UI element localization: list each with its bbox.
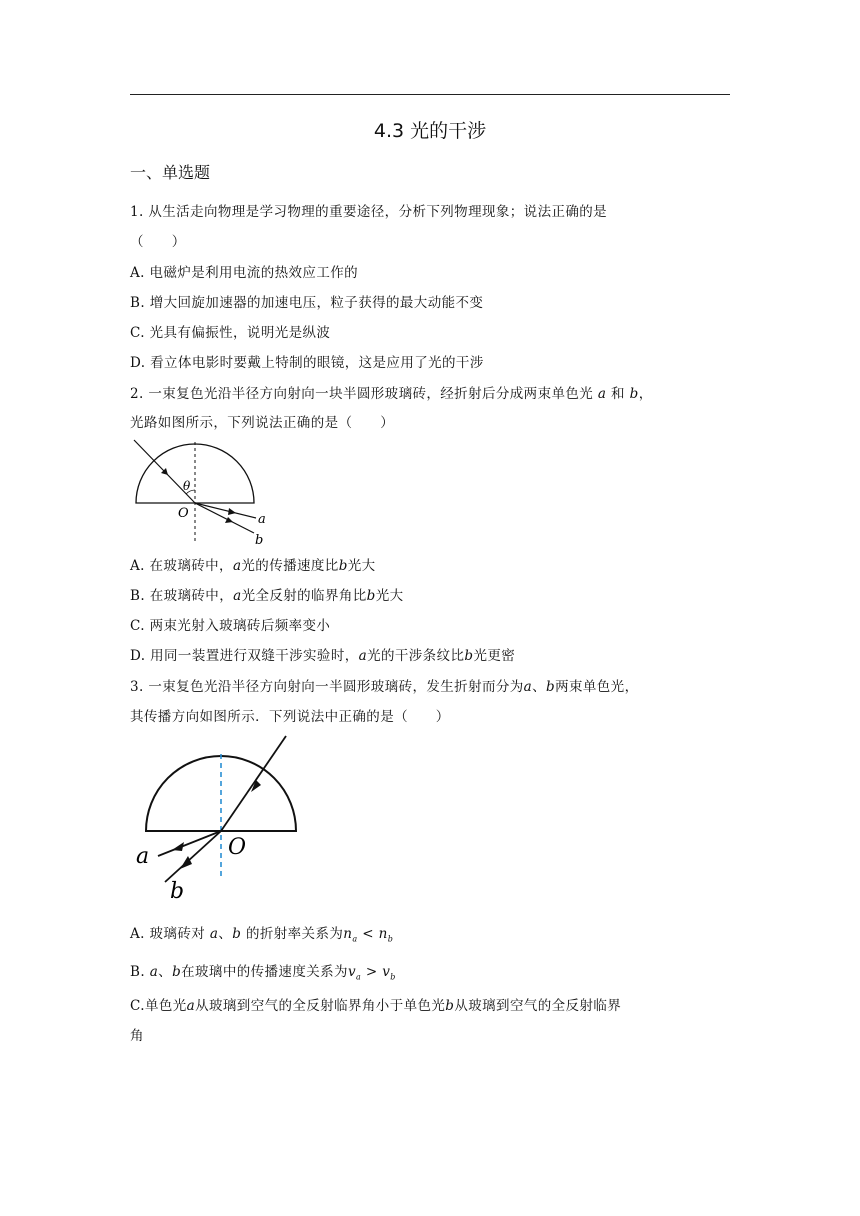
q2-b-pre: B. 在玻璃砖中， (130, 588, 234, 604)
q2-stem-and: 和 (611, 386, 625, 402)
q3-option-c-line2: 角 (130, 1028, 144, 1044)
q3-b-v1: v (347, 964, 356, 980)
q2-b-post: 光大 (375, 588, 404, 604)
header-rule (130, 94, 730, 95)
q2-stem-line2: 光路如图所示，下列说法正确的是（ ） (130, 415, 395, 431)
page-title: 4.3 光的干涉 (373, 120, 487, 142)
q3-c-mid: 从玻璃到空气的全反射临界角小于单色光 (195, 998, 446, 1014)
q3-stem-post: 两束单色光， (555, 679, 639, 695)
q3-a-op: < (357, 926, 379, 942)
q3-figure (128, 732, 303, 904)
q1-blank: （ ） (130, 234, 186, 250)
q3-stem-a: a (523, 679, 533, 695)
q3-b-v2: v (382, 964, 391, 980)
q3-a-sub1: a (352, 934, 358, 944)
q2-stem-end: ， (638, 386, 653, 402)
q3-c-var-a: a (186, 998, 196, 1014)
q3-label-b: b (170, 879, 185, 904)
q3-a-n1: n (343, 926, 353, 942)
q2-stem-a: a (597, 386, 607, 402)
q2-stem-line1 (130, 382, 653, 402)
q3-c-pre: C.单色光 (130, 998, 187, 1014)
q1-option-d: D. 看立体电影时要戴上特制的眼镜，这是应用了光的干涉 (130, 355, 484, 371)
q3-ray-a (158, 831, 221, 856)
q2-option-a (130, 554, 376, 574)
q3-ray-b (165, 831, 221, 882)
q2-b-mid: 光全反射的临界角比 (241, 588, 367, 604)
q3-incident-ray (221, 736, 286, 831)
q2-a-pre: A. 在玻璃砖中， (130, 558, 233, 574)
q3-a-pre: A. 玻璃砖对 (130, 926, 206, 942)
q2-stem-text: 2. 一束复色光沿半径方向射向一块半圆形玻璃砖，经折射后分成两束单色光 (130, 386, 594, 402)
q3-stem-sep: 、 (532, 679, 547, 695)
q2-ray-a-arrow (228, 508, 236, 515)
q3-a-formula (343, 926, 393, 942)
q1-stem: 1. 从生活走向物理是学习物理的重要途径，分析下列物理现象；说法正确的是 (130, 204, 608, 220)
q3-c-var-b: b (445, 998, 455, 1014)
q2-ray-a (195, 503, 256, 518)
q3-ray-a-arrow (172, 842, 184, 851)
q3-a-n2: n (378, 926, 388, 942)
q2-ray-b (195, 503, 254, 533)
q2-d-pre: D. 用同一装置进行双缝干涉实验时， (130, 648, 359, 664)
q2-label-b: b (255, 533, 264, 546)
q2-d-var-b: b (464, 648, 474, 664)
q3-stem-b: b (546, 679, 556, 695)
q3-b-op: > (361, 964, 383, 980)
q3-b-formula (348, 964, 396, 980)
q2-option-c: C. 两束光射入玻璃砖后频率变小 (130, 618, 331, 634)
q3-stem-pre: 3. 一束复色光沿半径方向射向一半圆形玻璃砖，发生折射而分为 (130, 679, 524, 695)
q2-a-mid: 光的传播速度比 (241, 558, 339, 574)
q2-label-theta: θ (183, 479, 191, 493)
q3-stem-line2: 其传播方向如图所示．下列说法中正确的是（ ） (130, 709, 450, 725)
q2-label-o: O (178, 506, 189, 521)
q3-b-var-a: a (149, 964, 159, 980)
q2-b-var-a: a (233, 588, 242, 604)
q3-a-var-b: b (232, 926, 242, 942)
q2-label-a: a (258, 512, 266, 527)
q2-d-post: 光更密 (473, 648, 516, 664)
q2-figure (128, 434, 278, 546)
q3-a-var-a: a (209, 926, 219, 942)
q3-b-var-b: b (172, 964, 182, 980)
q3-b-sub2: b (390, 972, 396, 982)
q2-a-var-b: b (338, 558, 348, 574)
q2-option-d (130, 644, 515, 664)
q2-a-var-a: a (232, 558, 242, 574)
q3-label-o: O (228, 835, 247, 860)
q2-stem-b: b (629, 386, 639, 402)
q3-c-post: 从玻璃到空气的全反射临界 (454, 998, 622, 1014)
q2-ray-b-arrow (225, 517, 233, 523)
q3-a-mid: 的折射率关系为 (245, 926, 344, 942)
q3-stem-line1 (130, 675, 638, 695)
q2-d-var-a: a (358, 648, 368, 664)
q3-b-sep: 、 (158, 964, 173, 980)
q3-b-sub1: a (355, 972, 362, 982)
q3-a-sep: 、 (218, 926, 233, 942)
q1-option-b: B. 增大回旋加速器的加速电压，粒子获得的最大动能不变 (130, 295, 484, 311)
q3-option-b (130, 960, 396, 982)
q3-label-a: a (136, 844, 150, 869)
section-heading: 一、单选题 (130, 163, 211, 182)
q3-option-a (130, 922, 393, 944)
q3-a-sub2: b (387, 934, 394, 944)
q3-option-c (130, 994, 621, 1014)
q2-option-b (130, 584, 404, 604)
q1-option-c: C. 光具有偏振性，说明光是纵波 (130, 325, 331, 341)
q1-option-a: A. 电磁炉是利用电流的热效应工作的 (130, 265, 359, 281)
q2-a-post: 光大 (347, 558, 376, 574)
q3-b-pre: B. (130, 964, 146, 980)
q2-b-var-b: b (366, 588, 376, 604)
q2-d-mid: 光的干涉条纹比 (367, 648, 465, 664)
q3-b-mid: 在玻璃中的传播速度关系为 (181, 964, 348, 980)
